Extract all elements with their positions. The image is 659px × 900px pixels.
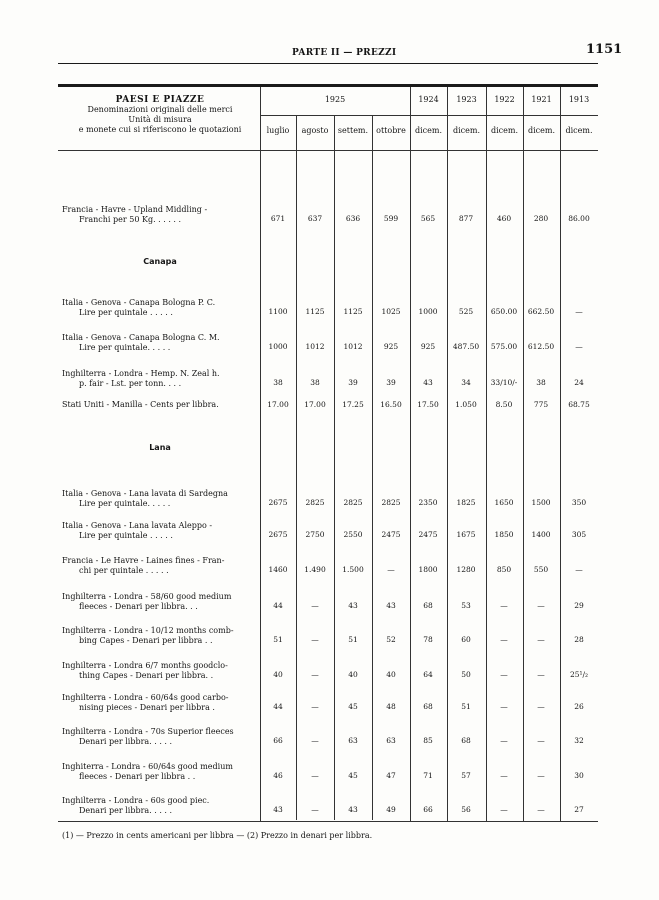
table-cell: 39	[348, 378, 358, 387]
row-description-line: Lire per quintale. . . . .	[79, 499, 171, 508]
table-cell: 16.50	[380, 400, 402, 409]
table-cell: 29	[574, 601, 584, 610]
table-cell: 565	[420, 214, 436, 223]
page-header-title: PARTE II — PREZZI	[292, 48, 397, 58]
table-cell: 33/10/-	[490, 378, 518, 387]
table-cell: —	[311, 736, 319, 745]
column-divider	[486, 87, 487, 822]
table-cell: 671	[270, 214, 286, 223]
table-cell: 599	[383, 214, 399, 223]
table-cell: 612.50	[527, 342, 555, 351]
row-description	[62, 521, 258, 541]
table-cell: 53	[461, 601, 471, 610]
table-cell: 1850	[494, 530, 514, 539]
table-cell: 57	[461, 771, 471, 780]
table-cell: 27	[574, 805, 584, 814]
row-description	[62, 592, 258, 612]
table-cell: 66	[273, 736, 283, 745]
table-cell: 17.00	[304, 400, 326, 409]
table-cell: 48	[386, 702, 396, 711]
table-cell: 460	[496, 214, 512, 223]
row-description-line: Stati Uniti - Manilla - Cents per libbra.	[62, 400, 219, 409]
row-description	[62, 333, 258, 353]
row-description-line: Francia - Le Havre - Laines fines - Fran-	[62, 556, 225, 565]
header-rule	[58, 63, 598, 64]
row-description-line: Italia - Genova - Lana lavata Aleppo -	[62, 521, 213, 530]
table-cell: 1100	[268, 307, 288, 316]
table-cell: 47	[386, 771, 396, 780]
table-cell: 2350	[418, 498, 438, 507]
table-cell: —	[311, 601, 319, 610]
row-description-line: bing Capes - Denari per libbra . .	[79, 636, 213, 645]
table-cell: 575.00	[490, 342, 518, 351]
table-cell: 1025	[381, 307, 401, 316]
table-cell: 40	[348, 670, 358, 679]
table-cell: 56	[461, 805, 471, 814]
table-cell: 68	[423, 702, 433, 711]
row-description-line: Inghilterra - Londra 6/7 months goodclo-	[62, 661, 228, 670]
table-cell: 43	[348, 601, 358, 610]
column-header-description: PAESI E PIAZZE Denominazioni originali delle merci Unità di misura e monete cui si riferiscono le quotazioni	[78, 95, 242, 134]
table-cell: 66	[423, 805, 433, 814]
table-cell: 350	[571, 498, 587, 507]
table-cell: 50	[461, 670, 471, 679]
row-description-line: Inghilterra - Londra - 60/64s good carbo-	[62, 693, 229, 702]
table-cell: 1400	[531, 530, 551, 539]
table-cell: 1650	[494, 498, 514, 507]
row-description-line: Lire per quintale . . . . .	[79, 308, 173, 317]
page-number: 1151	[586, 42, 623, 57]
table-cell: 2825	[343, 498, 363, 507]
table-cell: 43	[348, 805, 358, 814]
row-description	[62, 796, 258, 816]
row-description-line: fleeces - Denari per libbra . .	[79, 772, 196, 781]
table-cell: —	[537, 702, 545, 711]
table-cell: 1800	[418, 565, 438, 574]
table-cell: —	[537, 771, 545, 780]
row-description	[62, 369, 258, 389]
footnote: (1) — Prezzo in cents americani per libbra — (2) Prezzo in denari per libbra.	[62, 831, 373, 840]
table-cell: 68	[423, 601, 433, 610]
year-1924: 1924	[418, 95, 439, 104]
table-cell: —	[537, 670, 545, 679]
column-divider	[410, 87, 411, 822]
table-cell: 636	[345, 214, 361, 223]
month-header: dicem.	[452, 126, 481, 135]
table-cell: 63	[348, 736, 358, 745]
table-cell: 925	[383, 342, 399, 351]
row-description-line: Inghilterra - Londra - 10/12 months comb-	[62, 626, 234, 635]
table-cell: 51	[461, 702, 471, 711]
month-header: luglio	[266, 126, 290, 135]
table-cell: 39	[386, 378, 396, 387]
table-cell: —	[500, 736, 508, 745]
table-cell: —	[537, 635, 545, 644]
row-description-line: nising pieces - Denari per libbra .	[79, 703, 215, 712]
table-cell: 38	[273, 378, 283, 387]
month-header: dicem.	[527, 126, 556, 135]
table-cell: 51	[348, 635, 358, 644]
row-description-line: Inghilterra - Londra - 60s good piec.	[62, 796, 210, 805]
table-cell: 17.00	[267, 400, 289, 409]
table-cell: 775	[533, 400, 549, 409]
table-cell: 68	[461, 736, 471, 745]
table-cell: 2675	[268, 530, 288, 539]
table-cell: 2475	[381, 530, 401, 539]
table-cell: 1012	[305, 342, 325, 351]
table-cell: 40	[273, 670, 283, 679]
table-cell: 60	[461, 635, 471, 644]
table-cell: 1500	[531, 498, 551, 507]
section-heading: Lana	[149, 443, 171, 452]
table-cell: 17.25	[342, 400, 364, 409]
table-cell: 43	[423, 378, 433, 387]
month-header: settem.	[337, 126, 369, 135]
table-cell: 662.50	[527, 307, 555, 316]
table-cell: —	[311, 771, 319, 780]
table-cell: 64	[423, 670, 433, 679]
row-description	[62, 727, 258, 747]
table-cell: 45	[348, 771, 358, 780]
row-description	[62, 205, 258, 225]
row-description-line: thing Capes - Denari per libbra. .	[79, 671, 214, 680]
table-cell: 40	[386, 670, 396, 679]
header-bottom-rule	[58, 150, 598, 151]
table-cell: 38	[536, 378, 546, 387]
table-cell: 85	[423, 736, 433, 745]
table-cell: 2825	[381, 498, 401, 507]
table-cell: 30	[574, 771, 584, 780]
table-cell: 1460	[268, 565, 288, 574]
table-cell: 49	[386, 805, 396, 814]
table-cell: —	[537, 601, 545, 610]
table-cell: 25¹/₂	[569, 670, 589, 679]
table-cell: 71	[423, 771, 433, 780]
table-cell: —	[311, 635, 319, 644]
row-description-line: Inghilterra - Londra - 58/60 good medium	[62, 592, 232, 601]
row-description	[62, 661, 258, 681]
table-cell: 2675	[268, 498, 288, 507]
table-cell: —	[311, 670, 319, 679]
table-cell: —	[500, 670, 508, 679]
column-divider	[523, 87, 524, 822]
table-cell: 305	[571, 530, 587, 539]
month-header: dicem.	[414, 126, 443, 135]
table-cell: 43	[273, 805, 283, 814]
row-description	[62, 556, 258, 576]
table-cell: 877	[458, 214, 474, 223]
table-cell: 2475	[418, 530, 438, 539]
row-description-line: Franchi per 50 Kg. . . . . .	[79, 215, 182, 224]
table-cell: 2750	[305, 530, 325, 539]
row-description-line: Denari per libbra. . . . .	[79, 737, 173, 746]
row-description-line: Italia - Genova - Lana lavata di Sardegna	[62, 489, 228, 498]
table-cell: 44	[273, 702, 283, 711]
table-cell: —	[500, 805, 508, 814]
table-cell: 28	[574, 635, 584, 644]
table-cell: 850	[496, 565, 512, 574]
table-cell: 51	[273, 635, 283, 644]
table-cell: 45	[348, 702, 358, 711]
table-cell: —	[575, 342, 583, 351]
table-cell: 1.050	[455, 400, 477, 409]
table-cell: 44	[273, 601, 283, 610]
table-cell: 1012	[343, 342, 363, 351]
table-cell: 78	[423, 635, 433, 644]
table-cell: 17.50	[417, 400, 439, 409]
table-cell: 2550	[343, 530, 363, 539]
row-description-line: Italia - Genova - Canapa Bologna P. C.	[62, 298, 216, 307]
row-description-line: Denari per libbra. . . . .	[79, 806, 173, 815]
year-divider	[260, 115, 598, 116]
table-cell: 8.50	[495, 400, 513, 409]
table-cell: 63	[386, 736, 396, 745]
table-cell: 1125	[305, 307, 325, 316]
table-cell: 637	[307, 214, 323, 223]
row-description-line: Inghiterra - Londra - 60/64s good medium	[62, 762, 233, 771]
table-cell: 1.490	[304, 565, 326, 574]
row-description	[62, 762, 258, 782]
row-description-line: Lire per quintale . . . . .	[79, 531, 173, 540]
month-header: ottobre	[376, 126, 406, 135]
table-cell: 68.75	[568, 400, 590, 409]
table-cell: 26	[574, 702, 584, 711]
table-cell: 32	[574, 736, 584, 745]
row-description	[62, 400, 258, 410]
table-cell: 1.500	[342, 565, 364, 574]
table-cell: 34	[461, 378, 471, 387]
month-header: dicem.	[565, 126, 593, 135]
table-cell: —	[575, 565, 583, 574]
row-description-line: Italia - Genova - Canapa Bologna C. M.	[62, 333, 220, 342]
table-cell: 1000	[268, 342, 288, 351]
row-description	[62, 298, 258, 318]
table-top-rule	[58, 84, 598, 87]
row-description-line: Lire per quintale. . . . .	[79, 343, 171, 352]
row-description-line: Francia - Havre - Upland Middling -	[62, 205, 208, 214]
section-heading: Canapa	[143, 257, 177, 266]
month-header: agosto	[301, 126, 329, 135]
row-description-line: chi per quintale . . . . .	[79, 566, 169, 575]
table-cell: —	[387, 565, 395, 574]
column-divider	[560, 87, 561, 822]
table-cell: —	[311, 702, 319, 711]
table-cell: 1125	[343, 307, 363, 316]
table-cell: 487.50	[452, 342, 480, 351]
table-cell: 24	[574, 378, 584, 387]
year-1913: 1913	[568, 95, 590, 104]
table-cell: 52	[386, 635, 396, 644]
table-cell: —	[500, 702, 508, 711]
column-divider	[447, 87, 448, 822]
table-cell: 525	[458, 307, 474, 316]
year-1922: 1922	[494, 95, 515, 104]
table-cell: 46	[273, 771, 283, 780]
table-cell: 43	[386, 601, 396, 610]
table-cell: 280	[533, 214, 549, 223]
table-cell: 650.00	[490, 307, 518, 316]
table-bottom-rule	[58, 821, 598, 822]
row-description-line: p. fair - Lst. per tonn. . . .	[79, 379, 182, 388]
table-cell: —	[500, 635, 508, 644]
table-cell: 1000	[418, 307, 438, 316]
table-cell: 38	[310, 378, 320, 387]
row-description	[62, 626, 258, 646]
year-1921: 1921	[531, 95, 552, 104]
row-description-line: fleeces - Denari per libbra. . .	[79, 602, 198, 611]
table-cell: —	[500, 601, 508, 610]
month-header: dicem.	[490, 126, 519, 135]
column-divider	[260, 87, 261, 822]
table-cell: 1675	[456, 530, 476, 539]
row-description-line: Inghilterra - Londra - 70s Superior fleeces	[62, 727, 234, 736]
table-cell: 2825	[305, 498, 325, 507]
table-cell: 550	[533, 565, 549, 574]
table-cell: —	[311, 805, 319, 814]
year-1923: 1923	[456, 95, 477, 104]
table-cell: —	[575, 307, 583, 316]
table-cell: 1825	[456, 498, 476, 507]
row-description-line: Inghilterra - Londra - Hemp. N. Zeal h.	[62, 369, 220, 378]
row-description	[62, 693, 258, 713]
row-description	[62, 489, 258, 509]
table-cell: —	[500, 771, 508, 780]
table-cell: —	[537, 736, 545, 745]
table-cell: —	[537, 805, 545, 814]
table-cell: 925	[420, 342, 436, 351]
table-cell: 86.00	[568, 214, 590, 223]
table-cell: 1280	[456, 565, 476, 574]
year-1925: 1925	[324, 95, 346, 104]
